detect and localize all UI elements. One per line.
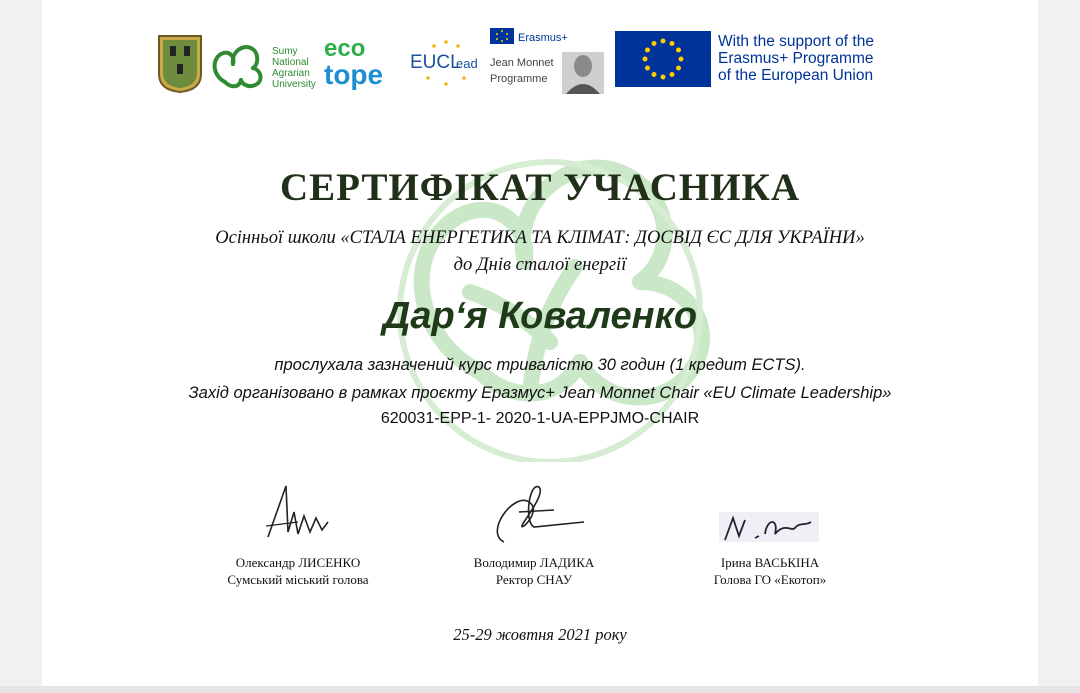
eu-support-text: [716, 31, 926, 87]
signature-image: [715, 482, 825, 544]
logos-row: [42, 0, 1038, 110]
project-description: Захід організовано в рамках проєкту Еразмус+ Jean Monnet Chair «EU Climate Leadership»: [188, 384, 892, 402]
page-bottom-edge: [0, 686, 1080, 693]
svg-text:EUCL: EUCL: [410, 52, 461, 73]
svg-text:With the support of the: With the support of the: [718, 33, 874, 50]
snau-logo-icon: [205, 40, 267, 94]
svg-text:eco: eco: [324, 35, 366, 62]
svg-text:ead: ead: [456, 56, 478, 71]
signatory-name: Олександр ЛИСЕНКО: [235, 555, 361, 570]
ecotop-logo: [322, 34, 412, 90]
certificate-title: СЕРТИФІКАТ УЧАСНИКА: [279, 166, 801, 209]
signatory-name: Ірина ВАСЬКІНА: [720, 555, 820, 570]
jean-monnet-logo: [488, 26, 606, 96]
signature-image: [474, 482, 594, 544]
svg-text:tope: tope: [324, 59, 384, 90]
svg-text:Erasmus+ Programme: Erasmus+ Programme: [718, 50, 874, 67]
signatory-lysenko: [178, 482, 418, 588]
signatory-ladyka: [414, 482, 654, 588]
signatory-role: Голова ГО «Екотоп»: [713, 572, 827, 587]
svg-text:Sumy: Sumy: [272, 46, 298, 57]
signatory-role: Сумський міський голова: [227, 572, 369, 587]
recipient-name: Дар‘я Коваленко: [382, 295, 698, 337]
signatory-name: Володимир ЛАДИКА: [473, 555, 595, 570]
svg-text:Programme: Programme: [490, 73, 548, 85]
svg-text:of the European Union: of the European Union: [718, 67, 874, 84]
signature-image: [258, 482, 338, 544]
certificate-subtitle-line2: до Днів сталої енергії: [453, 255, 627, 275]
sumy-coat-of-arms-icon: [157, 34, 203, 94]
svg-text:Erasmus+: Erasmus+: [518, 32, 568, 44]
svg-text:Agrarian: Agrarian: [272, 68, 310, 79]
euclead-logo: [408, 38, 484, 88]
course-description: прослухала зазначений курс тривалістю 30 годин (1 кредит ECTS).: [274, 356, 806, 374]
signatory-role: Ректор СНАУ: [495, 572, 573, 587]
eu-flag-icon: [615, 31, 711, 87]
svg-text:Jean Monnet: Jean Monnet: [490, 57, 554, 69]
project-code: 620031-EPP-1- 2020-1-UA-EPPJMO-CHAIR: [380, 410, 700, 427]
svg-text:University: University: [272, 79, 316, 90]
certificate-subtitle: Осінньої школи «СТАЛА ЕНЕРГЕТИКА ТА КЛІМАТ: ДОСВІД ЄС ДЛЯ УКРАЇНИ»: [215, 228, 865, 248]
event-date: 25-29 жовтня 2021 року: [453, 625, 627, 644]
svg-text:National: National: [272, 57, 309, 68]
signatory-vaskina: [650, 482, 890, 588]
